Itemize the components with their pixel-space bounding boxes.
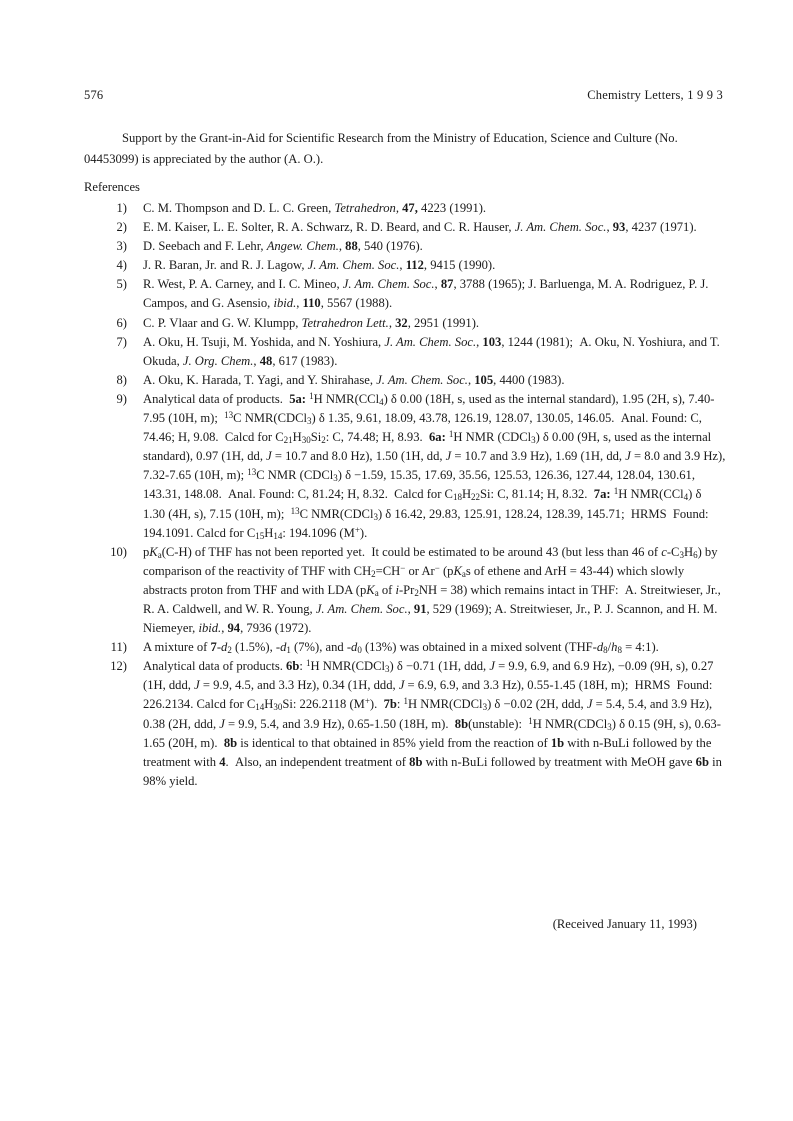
reference-text: C. M. Thompson and D. L. C. Green, Tetrahedron, 47, 4223 (1991).	[143, 201, 487, 215]
references-heading: References	[84, 180, 140, 194]
received-date: (Received January 11, 1993)	[552, 917, 697, 931]
reference-number: 11)	[110, 640, 127, 655]
reference-number: 4)	[116, 258, 127, 273]
reference-item	[84, 199, 726, 218]
reference-number: 2)	[116, 220, 127, 235]
reference-text: Analytical data of products. 5a: $^1$H NMR(CCl$_4$) δ 0.00 (18H, s, used as the internal standard), 1.95 (2H, s), 7.40-7.95 (10H, m); $^{13}$C NMR(CDCl$_3$) δ 1.35, 9.61, 18.09, 43.78, 126.19, 128.07, 130.05, 146.05. Anal. Found: C, 74.46; H, 9.08. Calcd for $C_{21}H_{30}Si_2$: C, 74.48; H, 8.93. 6a: $^1$H NMR (CDCl$_3$) δ 0.00 (9H, s, used as the internal standard), 0.97 (1H, dd, J = 10.7 and 8.0 Hz), 1.50 (1H, dd, J = 10.7 and 3.9 Hz), 1.69 (1H, dd, J = 8.0 and 3.9 Hz), 7.32-7.65 (10H, m); $^{13}$C NMR (CDCl$_3$) δ −1.59, 15.35, 17.69, 35.56, 125.53, 126.36, 127.44, 128.04, 130.61, 143.31, 148.08. Anal. Found: C, 81.24; H, 8.32. Calcd for $C_{18}H_{22}Si$: C, 81.14; H, 8.32. 7a: $^1$H NMR(CCl$_4$) δ 1.30 (4H, s), 7.15 (10H, m); $^{13}$C NMR(CDCl$_3$) δ 16.42, 29.83, 125.91, 128.24, 128.39, 145.71; HRMS Found: 194.1091. Calcd for $C_{15}H_{14}$: 194.1096 (M+).	[143, 390, 726, 541]
reference-text: A. Oku, K. Harada, T. Yagi, and Y. Shirahase, J. Am. Chem. Soc., 105, 4400 (1983).	[143, 372, 565, 387]
reference-text: A. Oku, H. Tsuji, M. Yoshida, and N. Yoshiura, J. Am. Chem. Soc., 103, 1244 (1981); A. Oku, N. Yoshiura, and T. Okuda, J. Org. Chem., 48, 617 (1983).	[143, 334, 720, 368]
reference-item	[84, 237, 726, 256]
reference-number: 8)	[116, 372, 127, 387]
reference-item	[84, 333, 726, 371]
reference-text: E. M. Kaiser, L. E. Solter, R. A. Schwarz, R. D. Beard, and C. R. Hauser, J. Am. Chem. Soc., 93, 4237 (1971).	[143, 220, 697, 235]
reference-item	[84, 275, 726, 313]
journal-running-title: Chemistry Letters, 1 9 9 3	[587, 88, 723, 102]
reference-number: 10)	[110, 544, 127, 559]
reference-item	[84, 314, 726, 333]
reference-item	[84, 390, 726, 543]
acknowledgment	[84, 128, 726, 170]
reference-text: C. P. Vlaar and G. W. Klumpp, Tetrahedron Lett., 32, 2951 (1991).	[143, 315, 480, 330]
reference-text: R. West, P. A. Carney, and I. C. Mineo, J. Am. Chem. Soc., 87, 3788 (1965); J. Barluenga, M. A. Rodriguez, P. J. Campos, and G. Asensio, ibid., 110, 5567 (1988).	[143, 277, 709, 311]
reference-text: D. Seebach and F. Lehr, Angew. Chem., 88, 540 (1976).	[143, 239, 423, 254]
reference-item	[84, 543, 726, 638]
reference-number: 7)	[116, 334, 127, 349]
reference-item	[84, 218, 726, 237]
reference-number: 1)	[116, 201, 127, 215]
reference-list	[84, 199, 726, 791]
reference-text: A mixture of $7-d_2$ (1.5%), $-d_1$ (7%), and $-d_0$ (13%) was obtained in a mixed solvent ($THF-d_8/h_8$ = 4:1).	[143, 640, 659, 656]
reference-number: 5)	[116, 277, 127, 292]
reference-item	[84, 256, 726, 275]
reference-number: 12)	[110, 659, 127, 674]
reference-number: 3)	[116, 239, 127, 254]
page-number: 576	[84, 88, 104, 102]
reference-item	[84, 657, 726, 791]
reference-number: 6)	[116, 315, 127, 330]
reference-number: 9)	[116, 391, 127, 406]
reference-item	[84, 371, 726, 390]
reference-text: J. R. Baran, Jr. and R. J. Lagow, J. Am. Chem. Soc., 112, 9415 (1990).	[143, 258, 496, 273]
reference-item	[84, 638, 726, 657]
reference-text: $pK_a(C-H)$ of THF has not been reported yet. It could be estimated to be around 43 (but less than 46 of $c-C_3H_6$) by comparison of the reactivity of THF with $CH_2=CH^-$ or Ar− ($pK_as$ of ethene and ArH = 43-44) which slowly abstracts proton from THF and with LDA ($pK_a$ of $i-Pr_2NH = 38$) which remains intact in THF: A. Streitwieser, Jr., R. A. Caldwell, and W. R. Young, J. Am. Chem. Soc., 91, 529 (1969); A. Streitwieser, Jr., P. J. Scannon, and H. M. Niemeyer, ibid., 94, 7936 (1972).	[143, 544, 721, 636]
acknowledgment-text: Support by the Grant-in-Aid for Scientific Research from the Ministry of Education, Science and Culture (No. 04453099) is appreciated by the author (A. O.).	[84, 131, 678, 166]
reference-text: Analytical data of products. 6b: $^1$H NMR(CDCl$_3$) δ −0.71 (1H, ddd, J = 9.9, 6.9, and 6.9 Hz), −0.09 (9H, s), 0.27 (1H, ddd, J = 9.9, 4.5, and 3.3 Hz), 0.34 (1H, ddd, J = 6.9, 6.9, and 3.3 Hz), 0.55-1.45 (18H, m); HRMS Found: 226.2134. Calcd for $C_{14}H_{30}Si$: 226.2118 (M+). 7b: $^1$H NMR(CDCl$_3$) δ −0.02 (2H, ddd, J = 5.4, 5.4, and 3.9 Hz), 0.38 (2H, ddd, J = 9.9, 5.4, and 3.9 Hz), 0.65-1.50 (18H, m). 8b(unstable): $^1$H NMR(CDCl$_3$) δ 0.15 (9H, s), 0.63-1.65 (20H, m). 8b is identical to that obtained in 85% yield from the reaction of 1b with n-BuLi followed by the treatment with 4. Also, an independent treatment of 8b with n-BuLi followed by treatment with MeOH gave 6b in 98% yield.	[143, 658, 722, 788]
